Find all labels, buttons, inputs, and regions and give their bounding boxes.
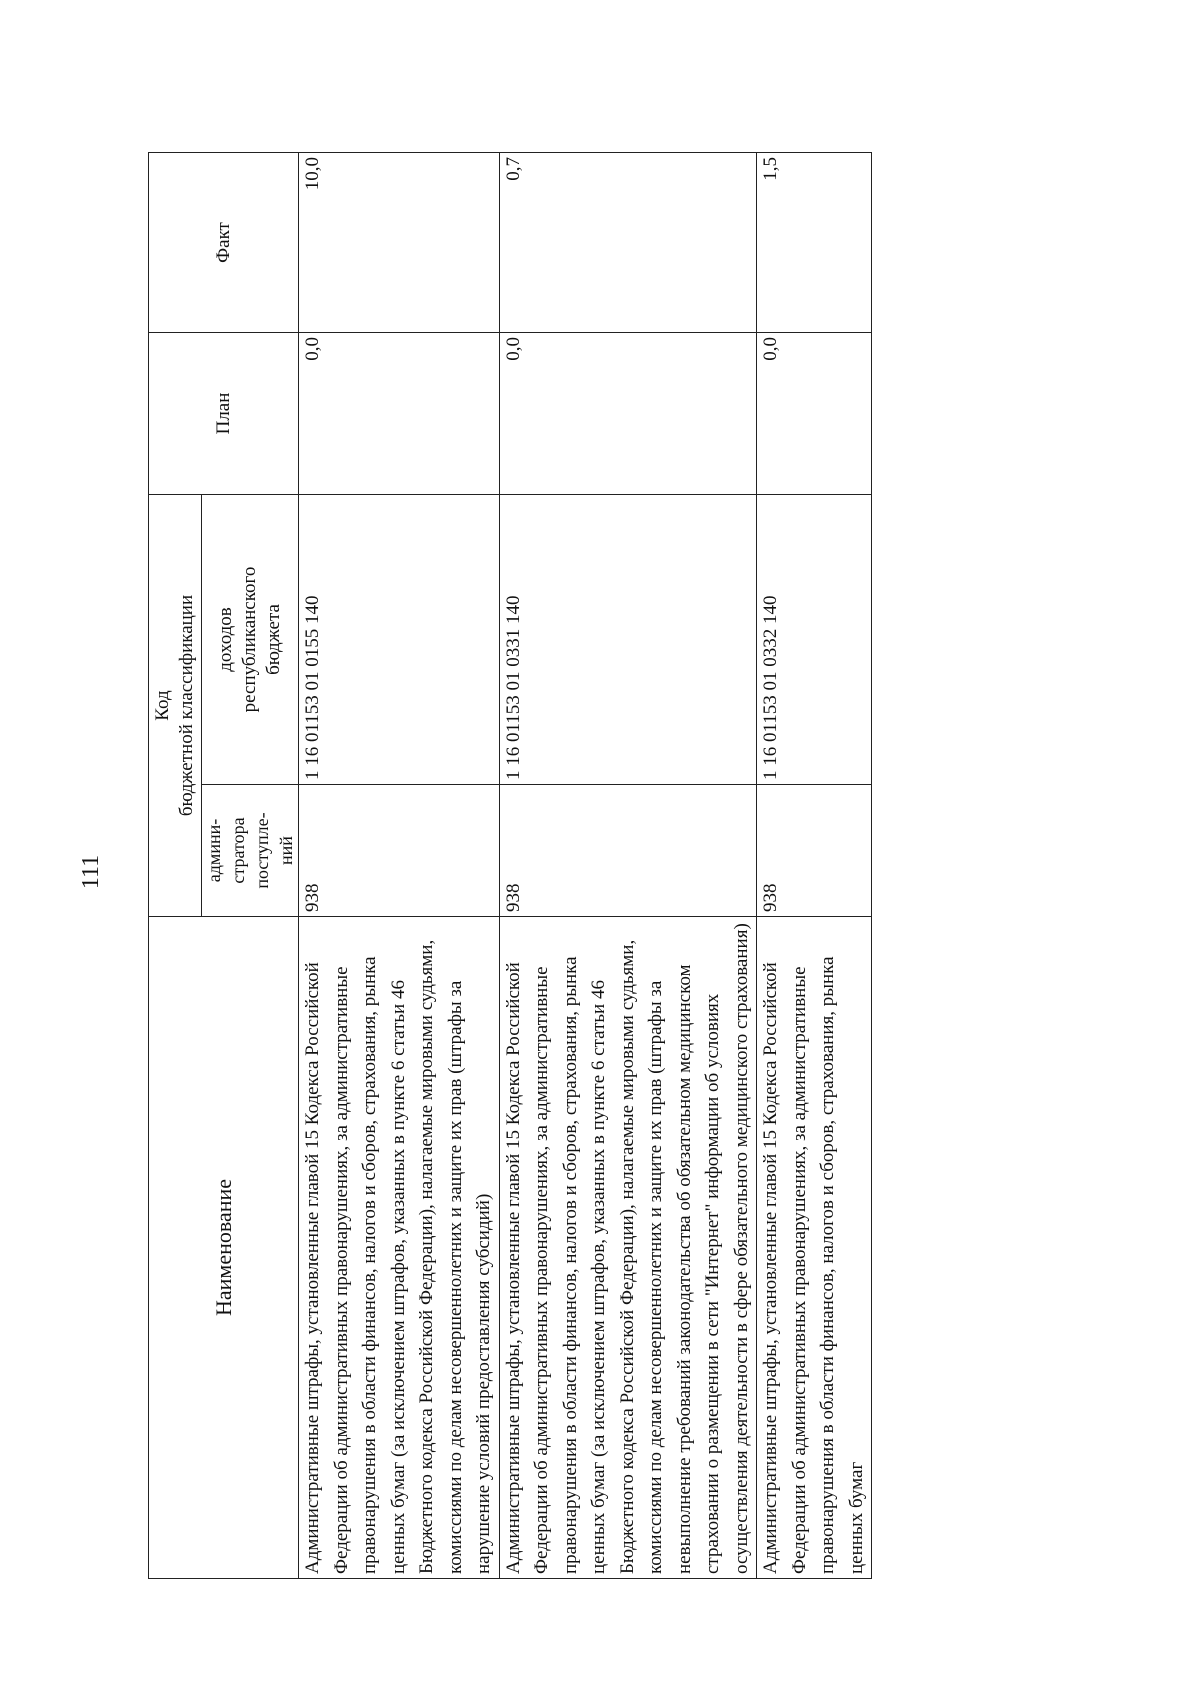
row-fact: 10,0 — [299, 153, 500, 333]
table-row — [757, 153, 872, 1579]
header-income — [202, 495, 299, 785]
table-row — [299, 153, 500, 1579]
row-admin-code: 938 — [757, 785, 872, 917]
row-plan: 0,0 — [499, 333, 757, 495]
row-income-code: 1 16 01153 01 0332 140 — [757, 495, 872, 785]
header-name: Наименование — [149, 917, 299, 1579]
row-income-code: 1 16 01153 01 0155 140 — [299, 495, 500, 785]
row-name: Административные штрафы, установленные главой 15 Кодекса Российской Федерации об административных правонарушениях, за административные правонарушения в области финансов, налогов и сборов, страхования, рынка ценных бумаг — [757, 917, 872, 1579]
page-number: 111 — [78, 854, 104, 890]
header-row-top — [149, 153, 202, 1579]
row-income-code: 1 16 01153 01 0331 140 — [499, 495, 757, 785]
row-fact: 1,5 — [757, 153, 872, 333]
header-admin — [202, 785, 299, 917]
header-admin-text: админи- стратора поступле- ний — [204, 812, 296, 889]
row-plan: 0,0 — [757, 333, 872, 495]
header-code-group — [149, 495, 202, 917]
row-admin-code: 938 — [299, 785, 500, 917]
table-row — [499, 153, 757, 1579]
row-plan: 0,0 — [299, 333, 500, 495]
budget-table — [148, 152, 872, 1579]
header-fact: Факт — [149, 153, 299, 333]
row-name: Административные штрафы, установленные главой 15 Кодекса Российской Федерации об административных правонарушениях, за административные правонарушения в области финансов, налогов и сборов, страхования, рынка ценных бумаг (за исключением штрафов, указанных в пункте 6 статьи 46 Бюджетного кодекса Российской Федерации), налагаемые мировыми судьями, комиссиями по делам несовершеннолетних и защите их прав (штрафы за нарушение условий предоставления субсидий) — [299, 917, 500, 1579]
row-name: Административные штрафы, установленные главой 15 Кодекса Российской Федерации об административных правонарушениях, за административные правонарушения в области финансов, налогов и сборов, страхования, рынка ценных бумаг (за исключением штрафов, указанных в пункте 6 статьи 46 Бюджетного кодекса Российской Федерации), налагаемые мировыми судьями, комиссиями по делам несовершеннолетних и защите их прав (штрафы за невыполнение требований законодательства об обязательном медицинском страховании о размещении в сети "Интернет" информации об условиях осуществления деятельности в сфере обязательного медицинского страхования) — [499, 917, 757, 1579]
row-admin-code: 938 — [499, 785, 757, 917]
header-code-group-text: Код бюджетной классификации — [152, 594, 197, 817]
header-income-text: доходов республиканского бюджета — [215, 566, 284, 713]
row-fact: 0,7 — [499, 153, 757, 333]
header-plan: План — [149, 333, 299, 495]
